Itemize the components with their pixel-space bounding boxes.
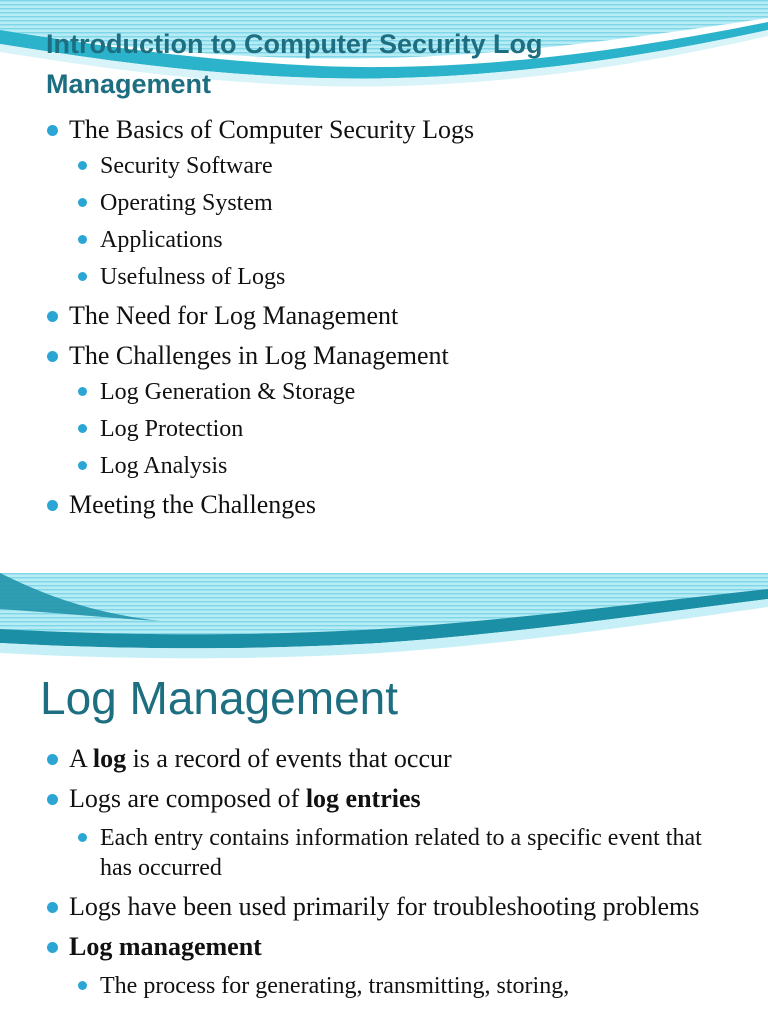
list-item bbox=[46, 891, 726, 923]
list-item bbox=[77, 262, 474, 292]
bold-term: log bbox=[92, 744, 127, 773]
bullet-dot-icon bbox=[47, 754, 58, 765]
bullet-list bbox=[46, 114, 474, 521]
list-item bbox=[77, 451, 474, 481]
list-item bbox=[46, 300, 474, 332]
list-item-text: The process for generating, transmitting, storing, bbox=[100, 973, 570, 999]
text-segment: A bbox=[69, 744, 93, 773]
slide-title: Introduction to Computer Security Log Management bbox=[46, 29, 543, 99]
bullet-dot-icon bbox=[78, 387, 87, 396]
list-item-text: Meeting the Challenges bbox=[69, 490, 316, 519]
list-item bbox=[77, 188, 474, 218]
list-item-text: Log Analysis bbox=[100, 453, 228, 479]
slide-title: Log Management bbox=[40, 672, 399, 724]
list-item-text: Each entry contains information related to a specific event that has occurred bbox=[100, 825, 702, 881]
bullet-dot-icon bbox=[47, 351, 58, 362]
list-item-text: Operating System bbox=[100, 190, 273, 216]
bullet-list bbox=[46, 743, 726, 1001]
list-item bbox=[77, 971, 726, 1001]
list-item bbox=[77, 151, 474, 181]
bullet-dot-icon bbox=[47, 500, 58, 511]
bullet-dot-icon bbox=[47, 942, 58, 953]
list-item-text: The Challenges in Log Management bbox=[69, 341, 449, 370]
list-item-text: Logs have been used primarily for troubleshooting problems bbox=[69, 892, 700, 921]
bullet-dot-icon bbox=[78, 272, 87, 281]
list-item-text: Log Protection bbox=[100, 416, 244, 442]
text-segment: is a record of events that occur bbox=[126, 744, 452, 773]
list-item-text: Usefulness of Logs bbox=[100, 264, 286, 290]
list-item bbox=[46, 114, 474, 146]
bullet-dot-icon bbox=[78, 424, 87, 433]
list-item bbox=[46, 743, 726, 775]
bullet-dot-icon bbox=[78, 235, 87, 244]
list-item-text: The Need for Log Management bbox=[69, 301, 399, 330]
bullet-dot-icon bbox=[78, 198, 87, 207]
bullet-dot-icon bbox=[78, 981, 87, 990]
list-item bbox=[77, 414, 474, 444]
list-item-text: Applications bbox=[100, 227, 223, 253]
bullet-dot-icon bbox=[78, 161, 87, 170]
bullet-dot-icon bbox=[47, 794, 58, 805]
list-item bbox=[77, 225, 474, 255]
list-item-text: Security Software bbox=[100, 153, 273, 179]
list-item-text: Log Generation & Storage bbox=[100, 379, 356, 405]
list-item-text: The Basics of Computer Security Logs bbox=[69, 115, 475, 144]
bullet-dot-icon bbox=[78, 833, 87, 842]
slide-2 bbox=[0, 573, 768, 1024]
bullet-dot-icon bbox=[47, 311, 58, 322]
bold-term: Log management bbox=[69, 932, 262, 961]
list-item bbox=[77, 377, 474, 407]
bullet-dot-icon bbox=[47, 902, 58, 913]
bullet-dot-icon bbox=[78, 461, 87, 470]
text-segment: Logs are composed of bbox=[69, 784, 306, 813]
list-item bbox=[46, 340, 474, 372]
slide-separator bbox=[0, 548, 768, 573]
bullet-dot-icon bbox=[47, 125, 58, 136]
bold-term: log entries bbox=[305, 784, 421, 813]
decorative-wave-header bbox=[0, 573, 768, 673]
list-item bbox=[46, 783, 726, 815]
list-item bbox=[46, 489, 474, 521]
list-item bbox=[46, 931, 726, 963]
list-item bbox=[77, 823, 726, 883]
